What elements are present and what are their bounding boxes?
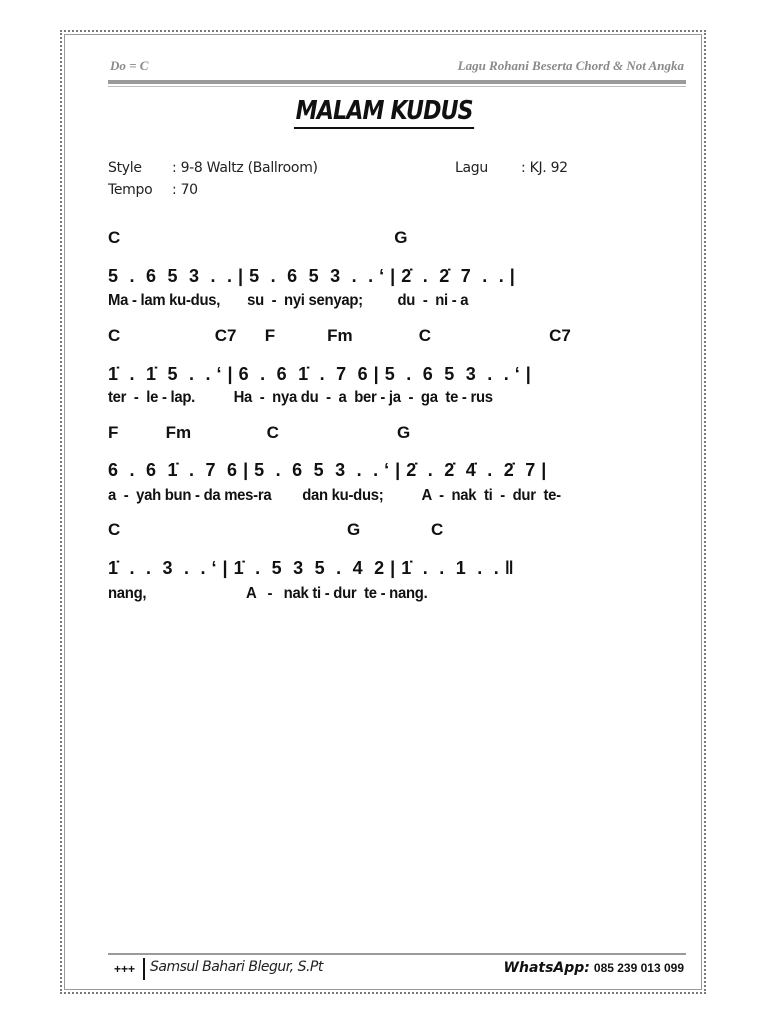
lyrics-line-1: Ma - lam ku-dus, su - nyi senyap; du - ni - a bbox=[108, 292, 469, 309]
chord-line-4: C G C bbox=[108, 520, 444, 539]
tempo-label: Tempo bbox=[108, 182, 153, 198]
chord-line-2: C C7 F Fm C C7 bbox=[108, 326, 571, 345]
notes-line-2: 1̇ . 1̇ 5 . . ‘ | 6 . 6 1̇ . 7 6 | 5 . 6 5 3 . . ‘ | bbox=[108, 364, 532, 384]
chord-line-3: F Fm C G bbox=[108, 423, 411, 442]
chord-line-1: C G bbox=[108, 228, 408, 247]
footer-rule bbox=[108, 953, 686, 955]
whatsapp-contact bbox=[504, 960, 684, 976]
lyrics-line-3: a - yah bun - da mes-ra dan ku-dus; A - nak ti - dur te- bbox=[108, 487, 561, 504]
lagu-value: : KJ. 92 bbox=[521, 160, 568, 176]
header-rule bbox=[108, 80, 686, 84]
header-series-title: Lagu Rohani Beserta Chord & Not Angka bbox=[457, 58, 684, 73]
whatsapp-number: 085 239 013 099 bbox=[593, 961, 684, 975]
song-title: MALAM KUDUS bbox=[294, 96, 475, 129]
style-value: : 9-8 Waltz (Ballroom) bbox=[172, 160, 318, 176]
footer-mark: +++ bbox=[114, 962, 136, 976]
lyrics-line-2: ter - le - lap. Ha - nya du - a ber - ja - ga te - rus bbox=[108, 389, 493, 406]
song-title-wrap bbox=[0, 96, 768, 129]
lagu-label: Lagu bbox=[455, 160, 488, 176]
page-border-inner bbox=[64, 34, 702, 990]
header-rule-thin bbox=[108, 86, 686, 87]
author-name: Samsul Bahari Blegur, S.Pt bbox=[150, 959, 323, 975]
key-signature: Do = C bbox=[110, 58, 149, 73]
whatsapp-label: WhatsApp: bbox=[503, 960, 590, 976]
style-label: Style bbox=[108, 160, 142, 176]
lyrics-line-4: nang, A - nak ti - dur te - nang. bbox=[108, 585, 428, 602]
notes-line-1: 5 . 6 5 3 . . | 5 . 6 5 3 . . ‘ | 2̇ . 2̇ 7 . . | bbox=[108, 266, 516, 286]
notes-line-3: 6 . 6 1̇ . 7 6 | 5 . 6 5 3 . . ‘ | 2̇ . 2̇ 4̇ . 2̇ 7 | bbox=[108, 460, 547, 480]
notes-line-4: 1̇ . . 3 . . ‘ | 1̇ . 5 3 5 . 4 2 | 1̇ . . 1 . . ‖ bbox=[108, 558, 515, 578]
footer-separator bbox=[143, 958, 145, 980]
tempo-value: : 70 bbox=[172, 182, 198, 198]
